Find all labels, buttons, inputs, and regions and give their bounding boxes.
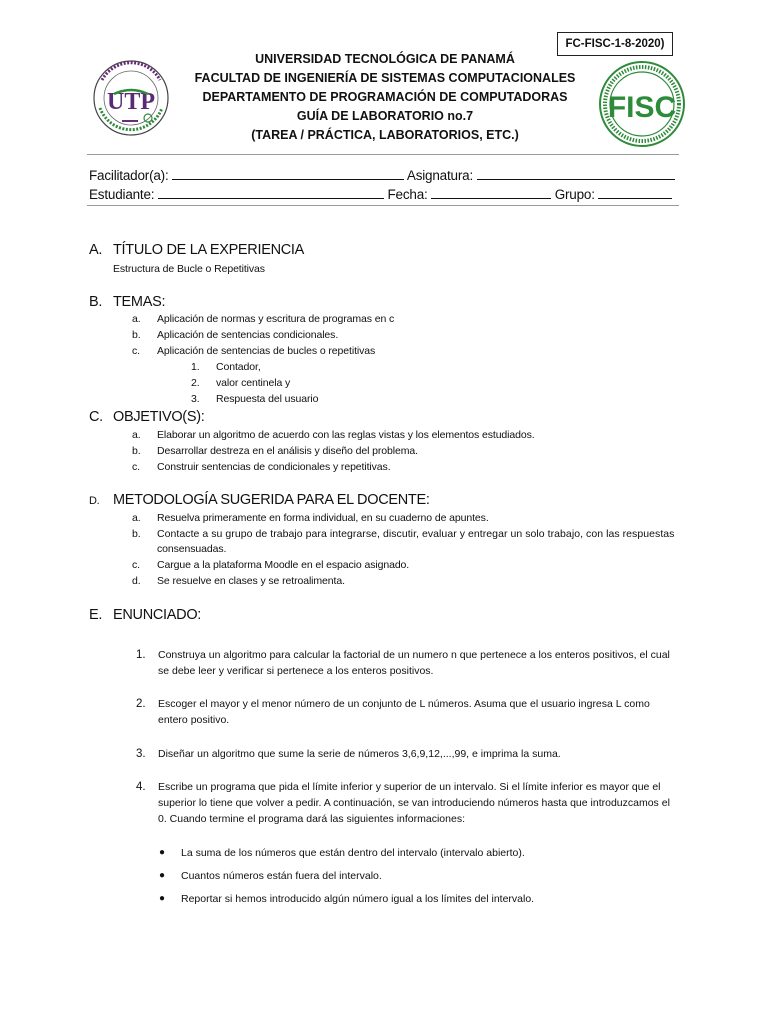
utp-logo <box>92 58 170 138</box>
header-type: (TAREA / PRÁCTICA, LABORATORIOS, ETC.) <box>251 128 519 142</box>
section-a-title <box>89 242 304 258</box>
section-c-title <box>89 409 204 425</box>
header-faculty: FACULTAD DE INGENIERÍA DE SISTEMAS COMPUTACIONALES <box>194 71 576 85</box>
section-d-title <box>89 492 430 508</box>
section-b-heading: TEMAS: <box>113 294 166 310</box>
fisc-logo-text: FISC <box>607 91 677 124</box>
form-row-facilitador <box>89 167 675 183</box>
estudiante-label: Estudiante: <box>89 187 155 202</box>
section-d-letter: D. <box>89 495 100 507</box>
section-b-letter: B. <box>89 294 103 310</box>
fecha-label: Fecha: <box>387 187 428 202</box>
facilitador-field[interactable] <box>172 167 404 180</box>
section-a-heading: TÍTULO DE LA EXPERIENCIA <box>113 242 305 258</box>
section-a-letter: A. <box>89 242 103 258</box>
header-guide: GUÍA DE LABORATORIO no.7 <box>296 109 474 123</box>
section-e-heading: ENUNCIADO: <box>113 607 202 623</box>
form-row-estudiante <box>89 186 672 202</box>
grupo-label: Grupo: <box>554 187 595 202</box>
section-d-heading: METODOLOGÍA SUGERIDA PARA EL DOCENTE: <box>113 492 430 508</box>
bullet-icon: ● <box>159 893 166 904</box>
grupo-field[interactable] <box>598 186 672 199</box>
asignatura-label: Asignatura: <box>406 168 473 183</box>
document-header <box>180 50 590 145</box>
header-divider <box>87 154 679 155</box>
section-e-letter: E. <box>89 607 103 623</box>
facilitador-label: Facilitador(a): <box>89 168 169 183</box>
bullet-icon: ● <box>159 870 166 881</box>
section-b-title <box>89 294 165 310</box>
document-code: FC-FISC-1-8-2020) <box>565 38 665 50</box>
section-c-letter: C. <box>89 409 103 425</box>
form-divider <box>87 205 679 206</box>
estudiante-field[interactable] <box>158 186 384 199</box>
header-department: DEPARTAMENTO DE PROGRAMACIÓN DE COMPUTADORAS <box>202 90 568 104</box>
header-university: UNIVERSIDAD TECNOLÓGICA DE PANAMÁ <box>255 52 515 66</box>
section-c-heading: OBJETIVO(S): <box>113 409 205 425</box>
utp-logo-text: UTP <box>107 89 155 115</box>
asignatura-field[interactable] <box>477 167 675 180</box>
section-e-title <box>89 607 201 623</box>
fisc-logo <box>598 60 686 148</box>
fecha-field[interactable] <box>431 186 551 199</box>
section-a-text: Estructura de Bucle o Repetitivas <box>113 263 265 275</box>
bullet-icon: ● <box>159 847 166 858</box>
